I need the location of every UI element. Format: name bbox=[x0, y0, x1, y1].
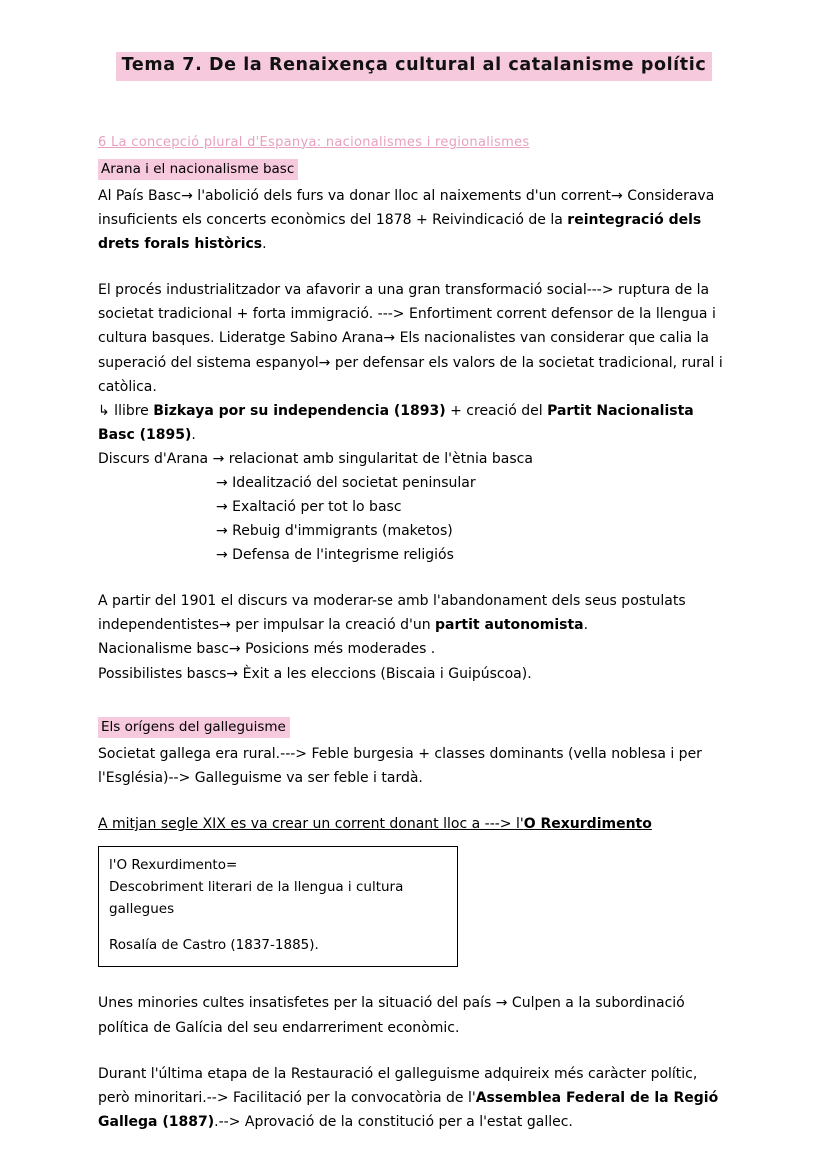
text-run: .--> Aprovació de la constitució per a l'estat gallec. bbox=[214, 1113, 573, 1130]
page-title bbox=[98, 52, 730, 81]
text-run: . bbox=[583, 617, 589, 634]
definition-box bbox=[98, 846, 458, 967]
box-line: Rosalía de Castro (1837-1885). bbox=[109, 936, 319, 953]
paragraph bbox=[98, 589, 730, 637]
list-item: → Rebuig d'immigrants (maketos) bbox=[216, 523, 453, 540]
text-run-bold: Assemblea Federal de la Regió Gallega (1887) bbox=[98, 1089, 719, 1130]
subsection-heading-arana: Arana i el nacionalisme basc bbox=[98, 159, 298, 180]
text-run: Discurs d'Arana → relacionat amb singularitat de l'ètnia basca bbox=[98, 450, 533, 467]
text-run-bold: partit autonomista bbox=[435, 617, 584, 634]
section-heading: 6 La concepció plural d'Espanya: nacionalismes i regionalismes bbox=[98, 134, 530, 150]
text-run-bold: reintegració dels drets forals històrics bbox=[98, 212, 702, 253]
text-run: . bbox=[191, 426, 196, 443]
subsection-heading-galleguisme: Els orígens del galleguisme bbox=[98, 717, 290, 738]
paragraph bbox=[98, 447, 730, 471]
text-run: A partir del 1901 el discurs va moderar-se amb l'abandonament dels seus postulats independentistes→ per impulsar la creació d'un bbox=[98, 593, 686, 634]
paragraph: Possibilistes bascs→ Èxit a les eleccions (Biscaia i Guipúscoa). bbox=[98, 665, 532, 682]
text-run-underline: A mitjan segle XIX es va crear un corrent donant lloc a ---> l' bbox=[98, 815, 524, 832]
text-run: ↳ llibre bbox=[98, 402, 154, 419]
paragraph: Nacionalisme basc→ Posicions més moderades . bbox=[98, 641, 436, 658]
list-item: → Idealització del societat peninsular bbox=[216, 474, 476, 491]
paragraph: Unes minories cultes insatisfetes per la situació del país → Culpen a la subordinació política de Galícia del seu endarreriment econòmic. bbox=[98, 995, 685, 1036]
list-item: → Defensa de l'integrisme religiós bbox=[216, 547, 454, 564]
document-title-text: Tema 7. De la Renaixença cultural al catalanisme polític bbox=[116, 52, 713, 81]
text-run-bold: Bizkaya por su independencia (1893) bbox=[153, 402, 446, 419]
paragraph bbox=[98, 399, 730, 447]
box-line: Descobriment literari de la llengua i cultura gallegues bbox=[109, 878, 404, 917]
text-run: El procés industrialitzador va afavorir a una gran transformació social---> ruptura de la societat tradicional + forta immigració. ---> Enfortiment corrent defensor de la llengua i cultura basques. Lideratge Sabino Arana→ Els nacionalistes van considerar que calia la superació del sistema espanyol→ per defensar els valors de la societat tradicional, rural i catòlica. bbox=[98, 282, 723, 395]
box-line: l'O Rexurdimento= bbox=[109, 857, 238, 874]
text-run-bold-underline: O Rexurdimento bbox=[523, 815, 652, 832]
subsection-galleguisme bbox=[98, 716, 730, 1134]
highlighted-line bbox=[98, 812, 730, 836]
subsection-arana bbox=[98, 158, 730, 686]
paragraph bbox=[98, 184, 730, 256]
paragraph: Societat gallega era rural.---> Feble burgesia + classes dominants (vella noblesa i per l'Església)--> Galleguisme va ser feble i tardà. bbox=[98, 745, 702, 786]
text-run: Al País Basc→ l'abolició dels furs va donar lloc al naixements d'un corrent→ Considerava insuficients els concerts econòmics del 1878 + Reivindicació de la bbox=[98, 188, 715, 229]
text-run-bold: Partit Nacionalista Basc (1895) bbox=[98, 402, 694, 443]
box-spacer bbox=[109, 921, 447, 935]
paragraph bbox=[98, 1062, 730, 1134]
text-run: . bbox=[262, 236, 267, 253]
arrow-list bbox=[216, 471, 730, 567]
list-item: → Exaltació per tot lo basc bbox=[216, 499, 402, 516]
text-run: Durant l'última etapa de la Restauració el galleguisme adquireix més caràcter polític, però minoritari.--> Facilitació per la convocatòria de l' bbox=[98, 1065, 698, 1106]
paragraph bbox=[98, 278, 730, 398]
text-run: + creació del bbox=[445, 402, 548, 419]
